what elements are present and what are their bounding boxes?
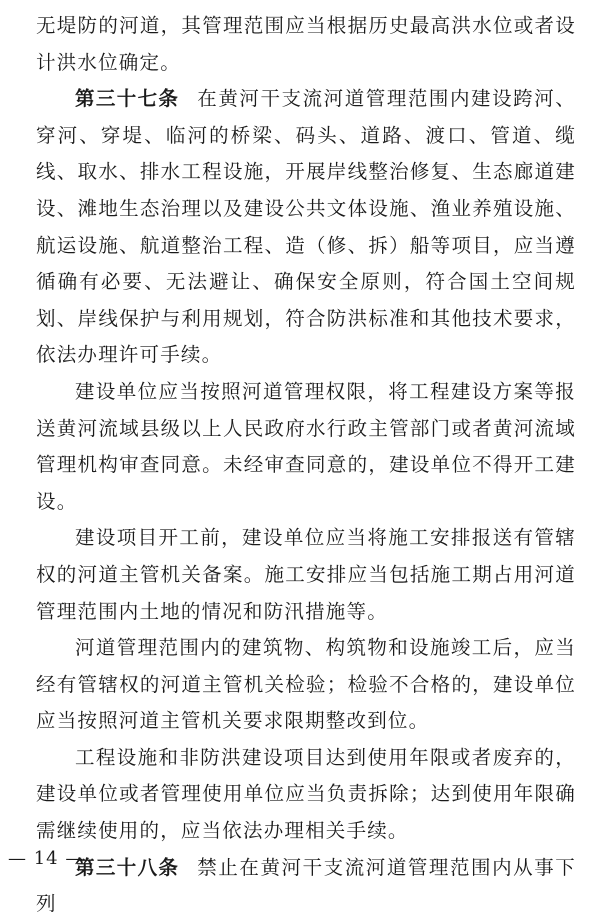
article-37 — [36, 81, 576, 374]
paragraph-construction-filing: 建设项目开工前，建设单位应当将施工安排报送有管辖权的河道主管机关备案。施工安排应当包括施工期占用河道管理范围内土地的情况和防汛措施等。 — [36, 526, 576, 623]
article-38-body: 禁止在黄河干支流河道管理范围内从事下列 — [36, 855, 576, 916]
paragraph-demolition: 工程设施和非防洪建设项目达到使用年限或者废弃的，建设单位或者管理使用单位应当负责拆除；达到使用年限确需继续使用的，应当依法办理相关手续。 — [36, 745, 576, 843]
paragraph-review-approval: 建设单位应当按照河道管理权限，将工程建设方案等报送黄河流域县级以上人民政府水行政主管部门或者黄河流域管理机构审查同意。未经审查同意的，建设单位不得开工建设。 — [36, 379, 576, 513]
document-page — [36, 8, 576, 923]
article-38-title: 第三十八条 — [75, 855, 180, 879]
paragraph-completion-inspection: 河道管理范围内的建筑物、构筑物和设施竣工后，应当经有管辖权的河道主管机关检验；检验不合格的，建设单位应当按照河道主管机关要求限期整改到位。 — [36, 636, 576, 733]
article-38 — [36, 850, 576, 923]
paragraph-floodplain-scope: 无堤防的河道，其管理范围应当根据历史最高洪水位或者设计洪水位确定。 — [36, 14, 576, 74]
page-number: — 14 — — [8, 848, 85, 869]
article-37-body: 在黄河干支流河道管理范围内建设跨河、穿河、穿堤、临河的桥梁、码头、道路、渡口、管道、缆线、取水、排水工程设施，开展岸线整治修复、生态廊道建设、滩地生态治理以及建设公共文体设施、渔业养殖设施、航运设施、航道整治工程、造（修、拆）船等项目，应当遵循确有必要、无法避让、确保安全原则，符合国土空间规划、岸线保护与利用规划，符合防洪标准和其他技术要求，依法办理许可手续。 — [36, 87, 576, 367]
article-37-title: 第三十七条 — [75, 87, 180, 111]
